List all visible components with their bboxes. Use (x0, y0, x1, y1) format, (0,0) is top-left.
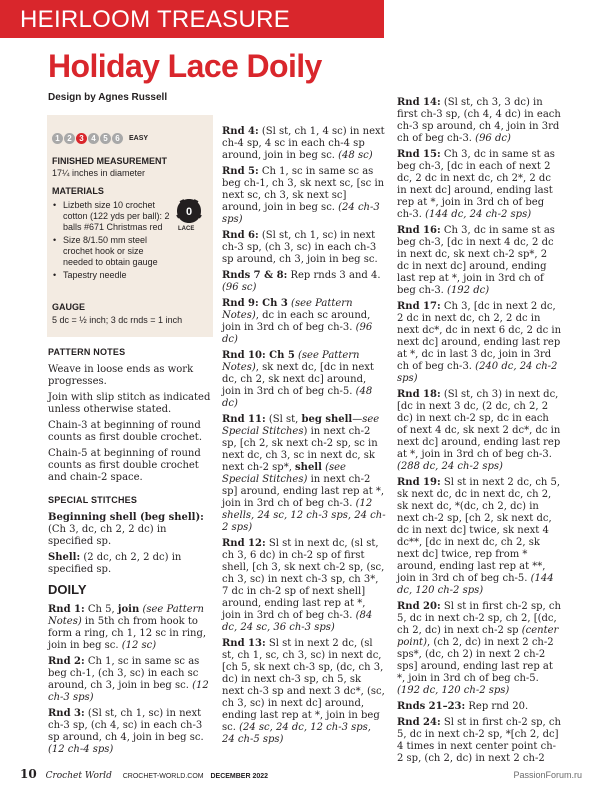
magazine-name: Crochet World (45, 771, 112, 781)
round-text: Rep rnd 20. (465, 701, 529, 712)
special-stitch-text: (Ch 3, dc, ch 2, 2 dc) in specified sp. (48, 524, 167, 547)
gauge-heading: GAUGE (52, 302, 86, 312)
skill-label: EASY (129, 135, 149, 142)
round-instruction (222, 298, 386, 346)
round-label: Rnd 17: (397, 301, 441, 312)
special-stitch (48, 512, 211, 548)
special-stitch-text: (2 dc, ch 2, 2 dc) in specified sp. (48, 552, 182, 575)
round-label: Rnd 12: (222, 538, 266, 549)
round-text: Sl st in next dc, (sl st, ch 3, 6 dc) in ch-2 sp of first shell, [ch 3, sk next ch-2 sp, (sc, ch 3, sc) in next ch-3 sp, ch 3*, 7 dc in ch-2 sp of next shell] around, ending last rep at *, join in 3rd ch of beg ch-3. (84 dc, 24 sc, 36 ch-3 sps) (222, 538, 385, 633)
finished-value: 17¼ inches in diameter (52, 168, 146, 178)
round-label: Rnd 9: Ch 3 (222, 298, 288, 309)
round-instruction (48, 708, 211, 756)
round-text: (Sl st, ch 3) in next dc, [dc in next 3 dc, (2 dc, ch 2, 2 dc) in next ch-2 sp, dc in each of next 4 dc, sk next 2 dc*, dc in next dc] around, ending last rep at *, join in 3rd ch of beg ch-3. (288 dc, 24 ch-2 sps) (397, 389, 561, 472)
round-text: (Sl st, ch 1, sc) in next ch-3 sp, (ch 3, sc) in each ch-3 sp around, ch 3, join in beg sc. (222, 230, 378, 265)
finished-heading: FINISHED MEASUREMENT (52, 156, 168, 166)
round-instruction (397, 477, 561, 597)
round-instruction (397, 149, 561, 221)
skill-level-6: 6 (112, 133, 123, 144)
round-label: Rnds 21–23: (397, 701, 466, 712)
round-label: Rnd 5: (222, 166, 259, 177)
page-number: 10 (20, 767, 37, 781)
round-text: (Sl st, ch 1, sc) in next ch-3 sp, (ch 4, sc) in each ch-3 sp around, ch 4, join in beg sc. (12 ch-4 sps) (48, 708, 204, 755)
skill-level-2: 2 (64, 133, 75, 144)
round-label: Rnd 6: (222, 230, 259, 241)
round-label: Rnd 10: Ch 5 (222, 350, 295, 361)
round-instruction (48, 604, 211, 652)
special-stitch (48, 552, 211, 576)
round-text: (Sl st, beg shell—see Special Stitches) in next ch-2 sp, [ch 2, sk next ch-2 sp, sc in next dc, ch 3, sc in next dc, sk next ch-2 sp*, shell (see Special Stitches) in next ch-2 sp] around, ending last rep at *, join in 3rd ch of beg ch-3. (12 shells, 24 sc, 12 ch-3 sps, 24 ch-2 sps) (222, 414, 386, 533)
round-label: Rnd 3: (48, 708, 85, 719)
round-label: Rnd 19: (397, 477, 441, 488)
pattern-notes-heading: PATTERN NOTES (48, 347, 126, 357)
round-text: (see Pattern Notes), sk next dc, [dc in next dc, ch 2, sk next dc] around, join in 3rd ch of beg ch-5. (48 dc) (222, 350, 374, 409)
round-text: Ch 1, sc in same sc as beg ch-1, ch 3, sk next sc, [sc in next sc, ch 3, sk next sc] around, join in beg sc. (24 ch-3 sps) (222, 166, 385, 225)
section-banner (0, 0, 384, 38)
round-instruction (397, 389, 561, 473)
yarn-weight-icon (176, 198, 202, 224)
column-3 (397, 97, 561, 769)
pattern-title: Holiday Lace Doily (48, 48, 322, 84)
round-instruction (222, 126, 386, 162)
round-label: Rnd 14: (397, 97, 441, 108)
round-label: Rnd 16: (397, 225, 441, 236)
round-label: Rnd 18: (397, 389, 441, 400)
round-text: Ch 5, join (see Pattern Notes) in 5th ch from hook to form a ring, ch 1, 12 sc in ring, join in beg sc. (12 sc) (48, 604, 207, 651)
round-label: Rnd 11: (222, 414, 266, 425)
round-label: Rnds 7 & 8: (222, 270, 288, 281)
skill-level-3: 3 (76, 133, 87, 144)
round-instruction (222, 414, 386, 534)
round-instruction (397, 301, 561, 385)
column-1 (48, 346, 211, 760)
round-text: (see Pattern Notes), dc in each sc around, join in 3rd ch of beg ch-3. (96 dc) (222, 298, 373, 345)
skill-level-5: 5 (100, 133, 111, 144)
round-instruction (222, 350, 386, 410)
website: CROCHET-WORLD.COM (122, 773, 204, 780)
round-instruction (397, 601, 561, 697)
pattern-note: Chain-3 at beginning of round counts as first double crochet. (48, 420, 202, 443)
materials-list (52, 200, 170, 283)
doily-heading: DOILY (48, 582, 87, 597)
round-instruction (397, 225, 561, 297)
round-label: Rnd 15: (397, 149, 441, 160)
material-item: • Lizbeth size 10 crochet cotton (122 yds per ball): 2 balls #671 Christmas red (52, 200, 170, 233)
round-label: Rnd 2: (48, 656, 85, 667)
round-instruction (222, 166, 386, 226)
round-text: Ch 3, dc in same st as beg ch-3, [dc in next 4 dc, 2 dc in next dc, sk next ch-2 sp*, 2 dc in next dc] around, ending last rep at *, join in 3rd ch of beg ch-3. (192 dc) (397, 225, 555, 296)
round-instruction (222, 230, 386, 266)
special-stitch-name: Beginning shell (beg shell): (48, 512, 204, 523)
round-instruction (222, 538, 386, 634)
pattern-note: Weave in loose ends as work progresses. (48, 364, 194, 387)
round-label: Rnd 4: (222, 126, 259, 137)
section-label: HEIRLOOM TREASURE (20, 6, 291, 33)
round-text: Ch 1, sc in same sc as beg ch-1, (ch 3, sc) in each sc around, ch 3, join in beg sc. (12 ch-3 sps) (48, 656, 209, 703)
skill-level-4: 4 (88, 133, 99, 144)
pattern-note: Join with slip stitch as indicated unless otherwise stated. (48, 392, 211, 415)
yarn-weight-label: LACE (178, 226, 195, 232)
round-label: Rnd 13: (222, 638, 266, 649)
round-text: Sl st in first ch-2 sp, ch 5, dc in next ch-2 sp, ch 2, [(dc, ch 2, dc) in next ch-2 sp (center point), (ch 2, dc) in next 2 ch-2 sps*, (dc, ch 2) in next 2 ch-2 sps] around, ending last rep at *, join in 3rd ch of beg ch-5. (192 dc, 120 ch-2 sps) (397, 601, 561, 696)
material-item: • Tapestry needle (52, 270, 170, 281)
page-footer (20, 767, 268, 781)
special-stitches-heading: SPECIAL STITCHES (48, 495, 138, 505)
column-2 (222, 126, 386, 750)
round-instruction (222, 270, 386, 294)
skill-level-1: 1 (52, 133, 63, 144)
round-label: Rnd 24: (397, 717, 441, 728)
round-instruction (397, 701, 561, 713)
yarn-weight-number: 0 (185, 206, 193, 218)
round-text: Ch 3, [dc in next 2 dc, 2 dc in next dc, ch 2, 2 dc in next dc*, dc in next 6 dc, 2 dc in next dc] around, ending last rep at *, dc in last 3 dc, join in 3rd ch of beg ch-3. (240 dc, 24 ch-2 sps) (397, 301, 562, 384)
round-text: Ch 3, dc in same st as beg ch-3, [dc in each of next 2 dc, 2 dc in next dc, ch 2*, 2 dc in next dc] around, ending last rep at *, join in 3rd ch of beg ch-3. (144 dc, 24 ch-2 sps) (397, 149, 555, 220)
material-item: • Size 8/1.50 mm steel crochet hook or size needed to obtain gauge (52, 235, 170, 268)
round-text: Sl st in next 2 dc, ch 5, sk next dc, dc in next dc, ch 2, sk next dc, *(dc, ch 2, dc) in next ch-2 sp, [ch 2, sk next dc, dc in next dc] twice, sk next 4 dc**, [dc in next dc, ch 2, sk next dc] twice, rep from * around, ending last rep at **, join in 3rd ch of beg ch-5. (144 dc, 120 ch-2 sps) (397, 477, 561, 596)
round-instruction (397, 97, 561, 145)
round-text: (Sl st, ch 1, 4 sc) in next ch-4 sp, 4 sc in each ch-4 sp around, join in beg sc. (48 sc) (222, 126, 385, 161)
round-label: Rnd 20: (397, 601, 441, 612)
round-text: Sl st in next 2 dc, (sl st, ch 1, sc, ch 3, sc) in next dc, [ch 5, sk next ch-3 sp, (dc, ch 3, dc) in next ch-3 sp, ch 5, sk next ch-3 sp and next 3 dc*, (sc, ch 3, sc) in next dc] around, ending last rep at *, join in beg sc. (24 sc, 24 dc, 12 ch-3 sps, 24 ch-5 sps) (222, 638, 385, 745)
round-label: Rnd 1: (48, 604, 85, 615)
watermark: PassionForum.ru (513, 770, 582, 780)
round-text: Sl st in first ch-2 sp, ch 5, dc in next ch-2 sp, *[ch 2, dc] 4 times in next center point ch-2 sp, (ch 2, dc) in next 2 ch-2 (397, 717, 561, 764)
round-text: (Sl st, ch 3, 3 dc) in first ch-3 sp, (ch 4, 4 dc) in each ch-3 sp around, ch 4, join in 3rd ch of beg ch-3. (96 dc) (397, 97, 561, 144)
round-instruction (222, 638, 386, 746)
round-instruction (397, 717, 561, 765)
materials-heading: MATERIALS (52, 186, 104, 196)
round-text: Rep rnds 3 and 4. (96 sc) (222, 270, 381, 293)
issue-date: DECEMBER 2022 (210, 773, 269, 780)
pattern-note: Chain-5 at beginning of round counts as first double crochet and chain-2 space. (48, 448, 201, 483)
gauge-value: 5 dc = ½ inch; 3 dc rnds = 1 inch (52, 315, 183, 325)
skill-level (52, 133, 148, 144)
special-stitch-name: Shell: (48, 552, 81, 563)
round-instruction (48, 656, 211, 704)
designer-credit: Design by Agnes Russell (48, 92, 168, 103)
